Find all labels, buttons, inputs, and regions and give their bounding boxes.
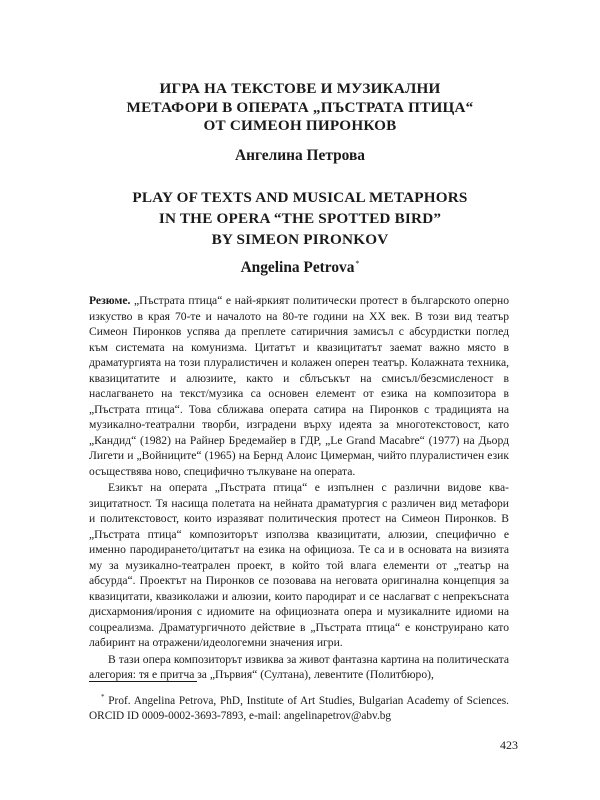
abstract-text: „Пъстрата птица“ е най-яркият политически протест в българското оперно изкуство в края 70-те и началото на 80-те години на XX век. В този вид театър Симеон Пиронков успява да преплете сатиричния замисъл с абсурдистки поглед към системата на комунизма. Цитатът и квазицитатът заемат важно място в драматургията на този плуралистичен и колажен оперен театър. Колажната техника, квазицитатите и алюзиите, както и сблъсъкът на смисъл/безсмисленост в наслагването на текст/музика са основен елемент от езика на композитора в „Пъстрата птица“. Това сближава операта сатира на Пиронков с традицията на музикално-театрални творби, изградени върху идеята за многотекстовост, като „Кандид“ (1982) на Райнер Бредемайер в ГДР, „Le Grand Macabre“ (1977) на Дьорд Лигети и „Войниците“ (1965) на Бернд Алоис Цимерман, чийто плуралистичен език осъществява ново, специфично тълкуване на операта. [89, 294, 509, 478]
title-en-line: IN THE OPERA “THE SPOTTED BIRD” [158, 210, 442, 228]
page-number: 423 [500, 738, 518, 752]
title-en-line: BY SIMEON PIRONKOV [211, 231, 389, 249]
title-bulgarian [60, 80, 540, 136]
body-paragraph: Езикът на операта „Пъстрата птица“ е изпълнен с различни видове квазицитатност. Тя насища полетата на нейната драматургия с различен вид метафори и политекстовост, които изразяват политическия протест на Симеон Пиронков. В „Пъстрата птица“ композиторът използва квазицитати, алюзии, специфично е именно пародирането/цитатът на езика на официоза. Те са и в основата на визията му за музикално-театрален проект, в който той влага елементи от „театър на абсурда“. Проектът на Пиронков се позовава на неговата оригинална концепция за квазицитати, квазиколажи и алюзии, които пародират и се наслагват с непрекъсната дисхармония/ирония с идиомите на официозната опера и музикалните идиоми на соцреализма. Драматургичното действие в „Пъстрата птица“ е конструирано като лабиринт на отражени/идеологемни значения игри. [89, 481, 509, 649]
title-en-line: PLAY OF TEXTS AND MUSICAL METAPHORS [132, 189, 468, 206]
title-bg-line: ОТ СИМЕОН ПИРОНКОВ [203, 117, 397, 135]
footnote-divider [89, 681, 197, 682]
title-english [60, 187, 540, 251]
author-name-english [60, 259, 540, 277]
footnote-mark: * [101, 693, 105, 701]
title-bg-line: МЕТАФОРИ В ОПЕРАТА „ПЪСТРАТА ПТИЦА“ [126, 98, 474, 116]
footnote [89, 690, 509, 723]
article-body [89, 293, 509, 683]
abstract-label: Резюме. [89, 294, 131, 307]
abstract-paragraph [89, 293, 509, 479]
author-en-text: Angelina Petrova [240, 259, 355, 276]
title-bg-line: ИГРА НА ТЕКСТОВЕ И МУЗИКАЛНИ [159, 80, 441, 97]
footnote-marker[interactable]: * [355, 259, 360, 268]
author-name-bulgarian: Ангелина Петрова [235, 147, 365, 164]
footnote-text: Prof. Angelina Petrova, PhD, Institute of Art Studies, Bulgarian Academy of Sciences. ORCID ID 0009-0002-3693-7893, e-mail: angelinapetrov@abv.bg [89, 695, 509, 722]
body-paragraph: В тази опера композиторът извиква за живот фантазна картина на политическата алегория: тя е притча за „Първия“ (Султана), левентите (Политбюро), [89, 652, 509, 681]
